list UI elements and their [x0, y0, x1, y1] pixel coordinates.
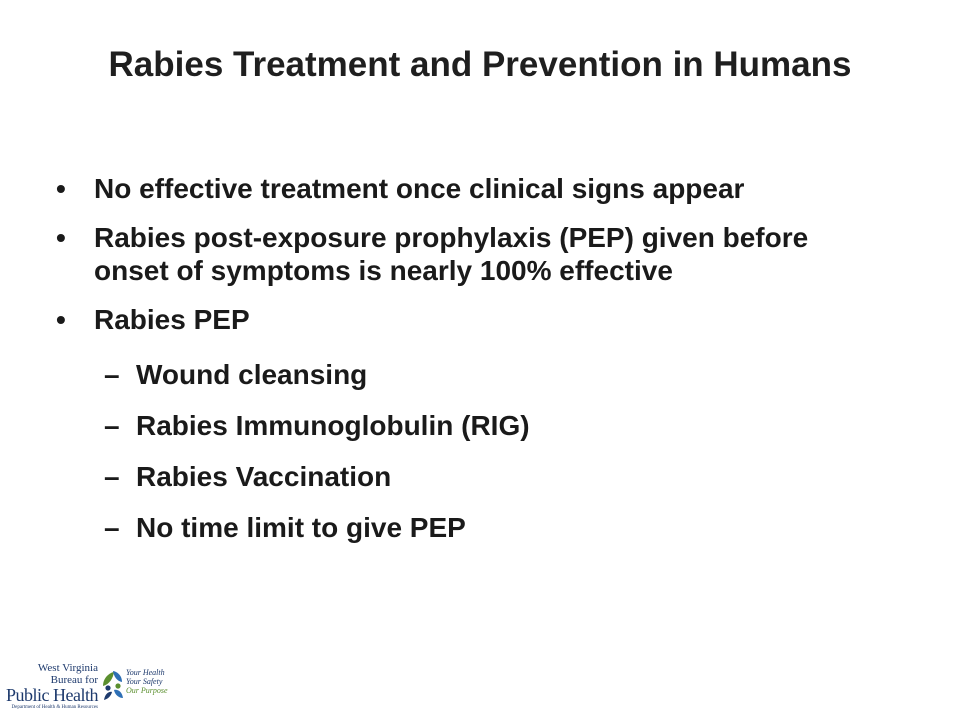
logo-tagline	[126, 668, 172, 695]
bullet-glyph: •	[56, 304, 66, 335]
sub-bullet-item	[56, 511, 856, 544]
bullet-glyph: •	[56, 222, 66, 253]
sub-bullet-text: Rabies Vaccination	[136, 461, 392, 492]
bullet-item	[56, 303, 856, 336]
logo-line-3: Public Health	[6, 685, 98, 705]
logo-line-1: West Virginia	[37, 662, 98, 674]
logo-line-2: Bureau for	[50, 674, 98, 686]
slide-title: Rabies Treatment and Prevention in Humans	[108, 45, 852, 84]
dash-glyph: –	[104, 359, 120, 390]
dash-glyph: –	[104, 410, 120, 441]
dash-glyph: –	[104, 512, 120, 543]
bullet-text: No effective treatment once clinical signs appear	[94, 173, 745, 204]
bullet-list	[56, 172, 856, 562]
bullet-item	[56, 172, 856, 205]
logo-tag-2: Your Safety	[126, 677, 163, 686]
sub-bullet-text: Rabies Immunoglobulin (RIG)	[136, 410, 530, 441]
bullet-text: Rabies PEP	[94, 304, 250, 335]
sub-bullet-text: No time limit to give PEP	[136, 512, 466, 543]
leaf-people-icon	[100, 668, 126, 702]
bullet-item	[56, 221, 856, 287]
logo-line-4: Department of Health & Human Resources	[11, 705, 98, 710]
logo-wordmark	[2, 662, 98, 711]
sub-bullet-item	[56, 460, 856, 493]
logo-tag-1: Your Health	[126, 668, 165, 677]
bullet-text: Rabies post-exposure prophylaxis (PEP) given before onset of symptoms is nearly 100% effective	[94, 222, 809, 286]
sub-bullet-text: Wound cleansing	[136, 359, 368, 390]
sub-bullet-item	[56, 358, 856, 391]
wv-public-health-logo	[2, 662, 172, 718]
sub-bullet-item	[56, 409, 856, 442]
dash-glyph: –	[104, 461, 120, 492]
bullet-glyph: •	[56, 173, 66, 204]
logo-tag-3: Our Purpose	[126, 686, 168, 695]
